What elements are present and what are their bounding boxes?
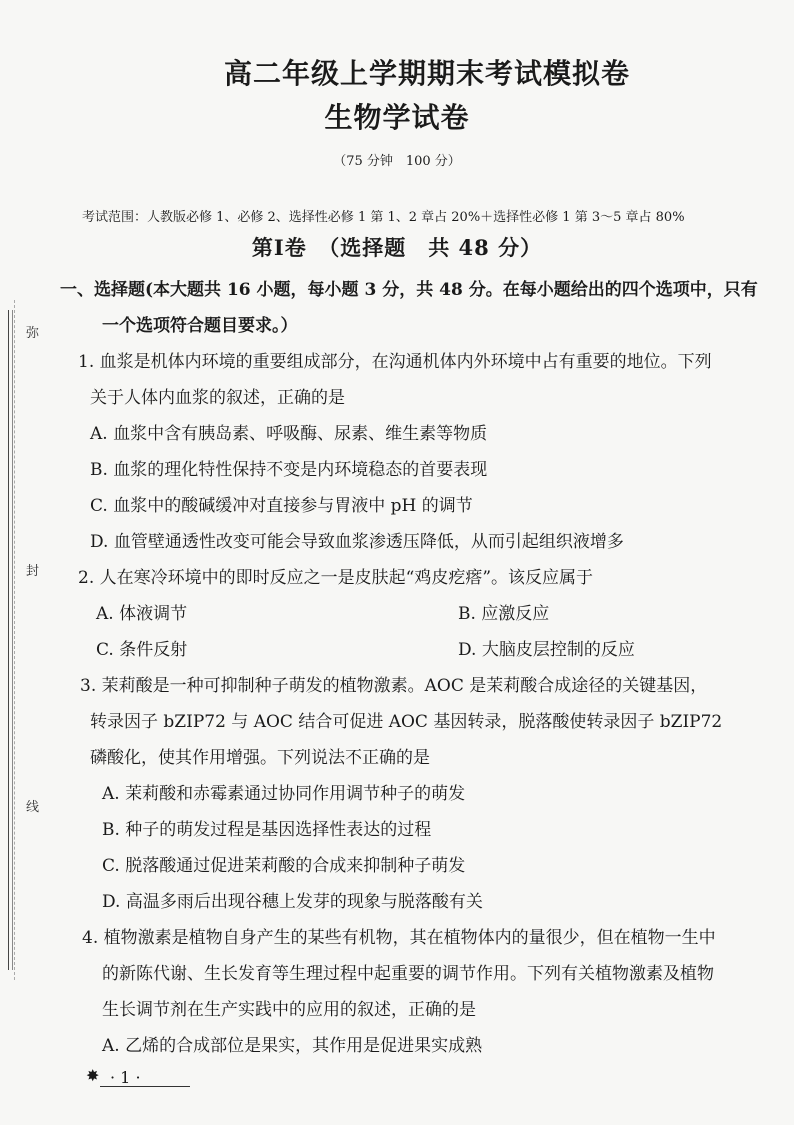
binding-mark-xian: 线: [26, 800, 40, 815]
q4-stem-2: 的新陈代谢、生长发育等生理过程中起重要的调节作用。下列有关植物激素及植物: [102, 964, 714, 984]
q2-option-c: C. 条件反射: [96, 640, 188, 660]
page-edge-rule: [8, 310, 13, 970]
q1-stem-1: 1. 血浆是机体内环境的重要组成部分，在沟通机体内外环境中占有重要的地位。下列: [78, 352, 712, 372]
q1-option-d: D. 血管壁通透性改变可能会导致血浆渗透压降低，从而引起组织液增多: [90, 532, 624, 552]
q1-option-a: A. 血浆中含有胰岛素、呼吸酶、尿素、维生素等物质: [90, 424, 488, 444]
flower-icon: ✸: [86, 1066, 100, 1085]
q2-option-d: D. 大脑皮层控制的反应: [458, 640, 635, 660]
page-number: · 1 ·: [110, 1068, 141, 1087]
q4-option-a: A. 乙烯的合成部位是果实，其作用是促进果实成熟: [102, 1036, 483, 1056]
q3-option-b: B. 种子的萌发过程是基因选择性表达的过程: [102, 820, 432, 840]
q4-stem-1: 4. 植物激素是植物自身产生的某些有机物，其在植物体内的量很少，但在植物一生中: [82, 928, 716, 948]
instructions-line-2: 一个选项符合题目要求。）: [102, 316, 298, 336]
section-heading: 第Ⅰ卷 （选择题 共 48 分）: [251, 235, 543, 260]
q1-option-c: C. 血浆中的酸碱缓冲对直接参与胃液中 pH 的调节: [90, 496, 473, 516]
q3-stem-3: 磷酸化，使其作用增强。下列说法不正确的是: [90, 748, 430, 768]
instructions-line-1: 一、选择题(本大题共 16 小题，每小题 3 分，共 48 分。在每小题给出的四个选项中，只有: [60, 280, 758, 300]
footer-rule: [100, 1086, 190, 1087]
q3-option-d: D. 高温多雨后出现谷穗上发芽的现象与脱落酸有关: [102, 892, 483, 912]
exam-duration: （75 分钟 100 分）: [333, 154, 461, 169]
page-subtitle: 生物学试卷: [324, 101, 470, 134]
page-title: 高二年级上学期期末考试模拟卷: [223, 57, 630, 90]
header: [0, 52, 794, 169]
exam-scope: 考试范围：人教版必修 1、必修 2、选择性必修 1 第 1、2 章占 20%＋选择性必修 1 第 3～5 章占 80%: [82, 210, 685, 225]
binding-line: [14, 300, 15, 980]
q2-option-b: B. 应激反应: [458, 604, 550, 624]
binding-mark-mi: 弥: [26, 326, 40, 341]
q3-stem-1: 3. 茉莉酸是一种可抑制种子萌发的植物激素。AOC 是茉莉酸合成途径的关键基因，: [80, 676, 708, 696]
q3-option-c: C. 脱落酸通过促进茉莉酸的合成来抑制种子萌发: [102, 856, 466, 876]
q2-stem: 2. 人在寒冷环境中的即时反应之一是皮肤起“鸡皮疙瘩”。该反应属于: [78, 568, 594, 588]
binding-mark-feng: 封: [26, 564, 40, 579]
q3-stem-2: 转录因子 bZIP72 与 AOC 结合可促进 AOC 基因转录，脱落酸使转录因子 bZIP72: [90, 712, 723, 732]
q3-option-a: A. 茉莉酸和赤霉素通过协同作用调节种子的萌发: [102, 784, 466, 804]
q1-stem-2: 关于人体内血浆的叙述，正确的是: [90, 388, 345, 408]
q2-option-a: A. 体液调节: [96, 604, 188, 624]
q4-stem-3: 生长调节剂在生产实践中的应用的叙述，正确的是: [102, 1000, 476, 1020]
q1-option-b: B. 血浆的理化特性保持不变是内环境稳态的首要表现: [90, 460, 488, 480]
